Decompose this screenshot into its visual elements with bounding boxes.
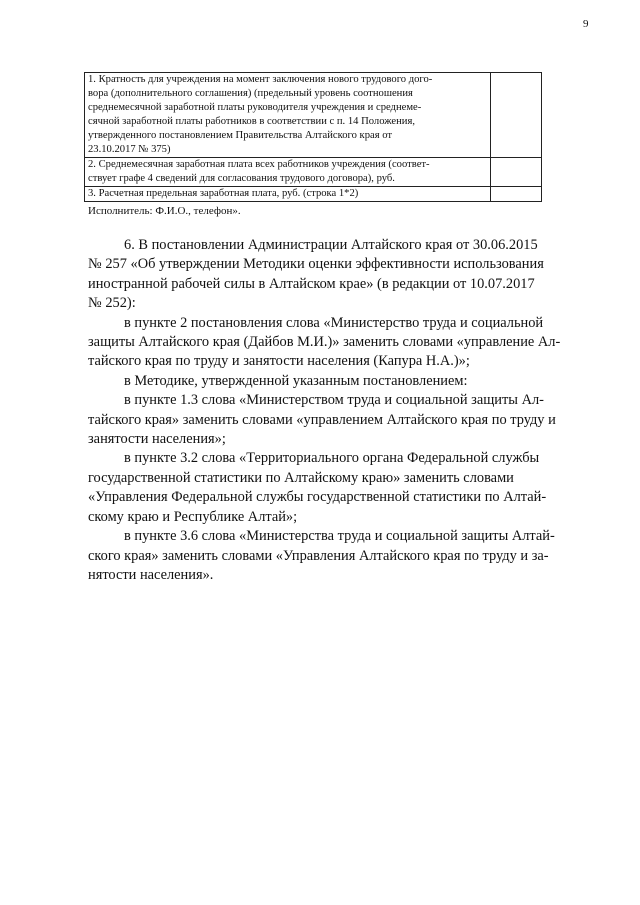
table-cell-value	[491, 73, 542, 158]
salary-ratio-table	[84, 72, 542, 202]
paragraph-point-3-6: в пункте 3.6 слова «Министерства труда и социальной защиты Алтай- ского края» заменить словами «Управления Алтайского края по труду и за- нятости населения».	[88, 528, 555, 583]
paragraph-point-1-3: в пункте 1.3 слова «Министерством труда и социальной защиты Ал- тайского края» заменить словами «управлением Алтайского края по труду и занятости населения»;	[88, 392, 556, 448]
table-cell-label	[85, 73, 491, 158]
body-text	[88, 236, 596, 585]
row-label: 1. Кратность для учреждения на момент заключения нового трудового дого- вора (дополнительного соглашения) (предельный уровень соотношения среднемесячной заработной платы руководителя учреждения и среднеме- сячной заработной платы работников в соответствии с п. 14 Положения, утвержденного постановлением Правительства Алтайского края от 23.10.2017 № 375)	[88, 74, 433, 155]
table-cell-label	[85, 158, 491, 187]
table-row	[85, 73, 542, 158]
paragraph-point-2: в пункте 2 постановления слова «Министерство труда и социальной защиты Алтайского края (Дайбов М.И.)» заменить словами «управление Ал- тайского края по труду и занятости населения (Капура Н.А.)»;	[88, 314, 561, 370]
paragraph-item-6: 6. В постановлении Администрации Алтайского края от 30.06.2015 № 257 «Об утверждении Методики оценки эффективности использования иностранной рабочей силы в Алтайском крае» (в редакции от 10.07.2017 № 252):	[88, 237, 544, 312]
table-row	[85, 187, 542, 202]
row-label: 2. Среднемесячная заработная плата всех работников учреждения (соответ- ствует графе 4 сведений для согласования трудового договора), руб.	[88, 159, 430, 184]
paragraph-methodology: в Методике, утвержденной указанным постановлением:	[124, 372, 468, 389]
paragraph-point-3-2: в пункте 3.2 слова «Территориального органа Федеральной службы государственной статистики по Алтайскому краю» заменить словами «Управления Федеральной службы государственной статистики по Алтай- скому краю и Республике Алтай»;	[88, 450, 547, 525]
page-number: 9	[583, 18, 589, 30]
table-cell-label	[85, 187, 491, 202]
table-cell-value	[491, 158, 542, 187]
table-row	[85, 158, 542, 187]
executor-note: Исполнитель: Ф.И.О., телефон».	[88, 205, 241, 217]
table-cell-value	[491, 187, 542, 202]
row-label: 3. Расчетная предельная заработная плата, руб. (строка 1*2)	[88, 188, 359, 199]
